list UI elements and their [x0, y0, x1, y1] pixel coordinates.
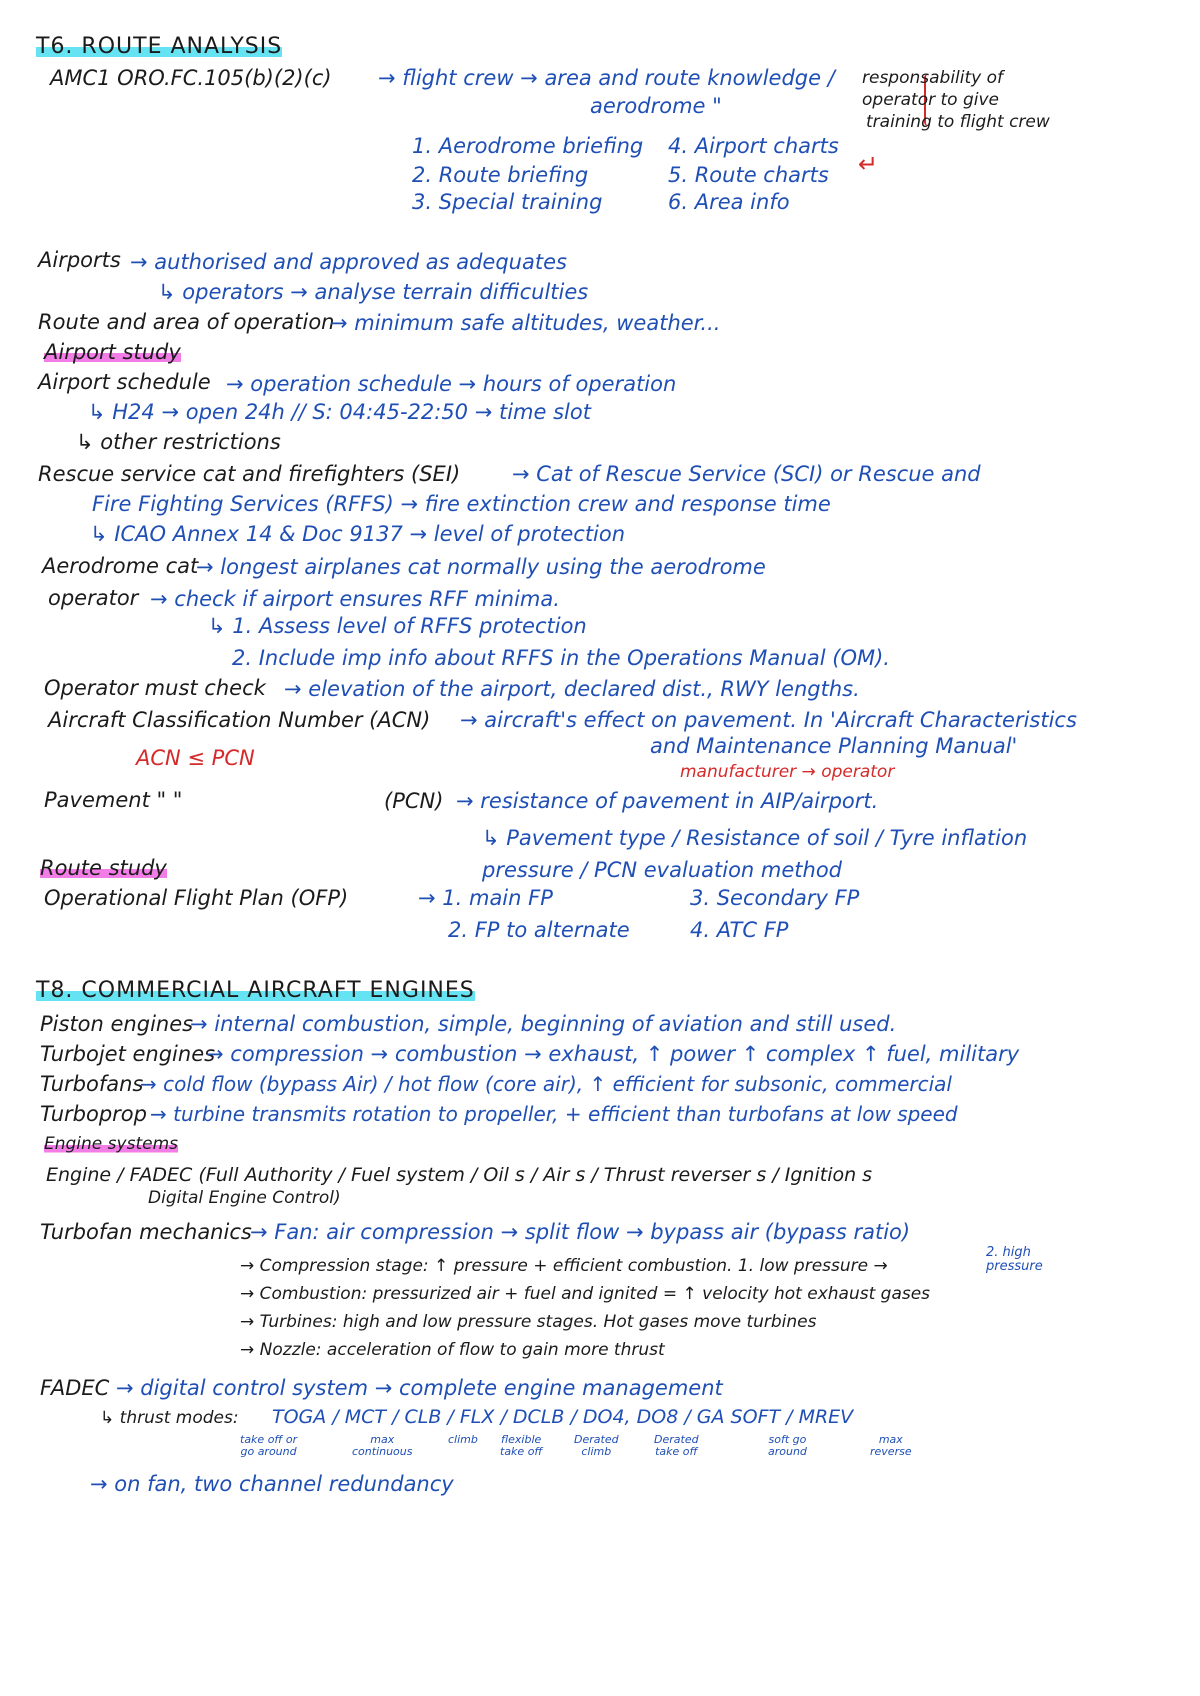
rescue-label: Rescue service cat and firefighters (SEI) [38, 462, 461, 486]
fadec-text: → digital control system → complete engine management [116, 1376, 723, 1400]
airports-text: → authorised and approved as adequates [130, 250, 567, 274]
acn-compare: ACN ≤ PCN [136, 746, 255, 770]
section-title-t8: T8. COMMERCIAL AIRCRAFT ENGINES [36, 978, 475, 1003]
turbofan-label: Turbofans [40, 1072, 144, 1096]
thrust-abbr-toga: take off or go around [240, 1433, 298, 1458]
ofp-item-2: 2. FP to alternate [448, 918, 630, 942]
thrust-abbr-do: Derated take off [654, 1433, 699, 1458]
compression-high-text: 2. high pressure [986, 1245, 1043, 1274]
ofp-item-1: → 1. main FP [418, 886, 553, 910]
amc-item-5: 5. Route charts [668, 163, 829, 187]
responsibility-line-3: training to flight crew [866, 112, 1050, 132]
manufacturer-text: manufacturer → operator [680, 762, 895, 782]
aerodrome-cat-label: Aerodrome cat [42, 554, 199, 578]
pavement-text: → resistance of pavement in AIP/airport. [456, 789, 879, 813]
pavement-types-2: pressure / PCN evaluation method [482, 858, 842, 882]
turbines-text: → Turbines: high and low pressure stages. Hot gases move turbines [240, 1312, 817, 1332]
responsibility-arrow: ↵ [858, 150, 879, 178]
route-study-heading: Route study [40, 856, 167, 880]
responsibility-line-2: operator to give [862, 90, 1000, 110]
include-text: 2. Include imp info about RFFS in the Operations Manual (OM). [232, 646, 890, 670]
turboprop-text: → turbine transmits rotation to propeller, + efficient than turbofans at low speed [150, 1102, 958, 1126]
systems-line: Engine / FADEC (Full Authority / Fuel system / Oil s / Air s / Thrust reverser s / Ignition s [46, 1164, 873, 1186]
thrust-modes-label: ↳ thrust modes: [100, 1408, 239, 1428]
icao-text: ↳ ICAO Annex 14 & Doc 9137 → level of protection [90, 522, 626, 546]
h24-text: ↳ H24 → open 24h // S: 04:45-22:50 → time slot [88, 400, 591, 424]
amc-item-4: 4. Airport charts [668, 134, 839, 158]
airport-schedule-text: → operation schedule → hours of operation [226, 372, 677, 396]
fan-text: → Fan: air compression → split flow → bypass air (bypass ratio) [250, 1220, 911, 1244]
compression-text: → Compression stage: ↑ pressure + efficient combustion. 1. low pressure → [240, 1256, 888, 1276]
pavement-types-1: ↳ Pavement type / Resistance of soil / Tyre inflation [482, 826, 1028, 850]
redundancy-text: → on fan, two channel redundancy [90, 1472, 454, 1496]
airport-study-heading: Airport study [44, 340, 181, 364]
thrust-modes: TOGA / MCT / CLB / FLX / DCLB / DO4, DO8 / GA SOFT / MREV [272, 1406, 854, 1428]
thrust-abbr-mct: max continuous [352, 1433, 413, 1458]
piston-label: Piston engines [40, 1012, 194, 1036]
fadec-label: FADEC [40, 1376, 110, 1400]
thrust-abbr-mrev: max reverse [870, 1433, 912, 1458]
pavement-pcn: (PCN) [384, 789, 444, 813]
amc-item-3: 3. Special training [412, 190, 603, 214]
ofp-label: Operational Flight Plan (OFP) [44, 886, 349, 910]
operators-text: ↳ operators → analyse terrain difficulties [158, 280, 589, 304]
turbofan-mechanics-label: Turbofan mechanics [40, 1220, 252, 1244]
pavement-label: Pavement " " [44, 788, 183, 812]
other-restrictions-text: ↳ other restrictions [76, 430, 281, 454]
combustion-text: → Combustion: pressurized air + fuel and ignited = ↑ velocity hot exhaust gases [240, 1284, 931, 1304]
operator-must-check-label: Operator must check [44, 676, 266, 700]
turboprop-label: Turboprop [40, 1102, 147, 1126]
engine-systems-heading: Engine systems [44, 1134, 178, 1154]
responsibility-line-1: responsability of [862, 68, 1004, 88]
thrust-abbr-ga-soft: soft go around [768, 1433, 807, 1458]
operator-text: → check if airport ensures RFF minima. [150, 587, 560, 611]
amc-reference: AMC1 ORO.FC.105(b)(2)(c) [50, 66, 332, 90]
rescue-text-1: → Cat of Rescue Service (SCI) or Rescue and [512, 462, 981, 486]
rescue-text-2: Fire Fighting Services (RFFS) → fire extinction crew and response time [92, 492, 831, 516]
thrust-abbr-flx: flexible take off [500, 1433, 543, 1458]
turbofan-text: → cold flow (bypass Air) / hot flow (core air), ↑ efficient for subsonic, commercial [140, 1072, 952, 1096]
route-area-label: Route and area of operation [38, 310, 335, 334]
ofp-item-4: 4. ATC FP [690, 918, 789, 942]
airport-schedule-label: Airport schedule [38, 370, 211, 394]
systems-line-2: Digital Engine Control) [148, 1188, 341, 1208]
amc-line-1: → flight crew → area and route knowledge / [378, 66, 835, 90]
assess-text: ↳ 1. Assess level of RFFS protection [208, 614, 587, 638]
section-title-t6: T6. ROUTE ANALYSIS [36, 34, 283, 59]
acn-label: Aircraft Classification Number (ACN) [48, 708, 431, 732]
route-area-text: → minimum safe altitudes, weather... [330, 311, 721, 335]
acn-text-2: and Maintenance Planning Manual' [650, 734, 1018, 758]
piston-text: → internal combustion, simple, beginning of aviation and still used. [190, 1012, 897, 1036]
aerodrome-cat-text: → longest airplanes cat normally using the aerodrome [196, 555, 766, 579]
amc-item-6: 6. Area info [668, 190, 790, 214]
operator-must-check-text: → elevation of the airport, declared dist., RWY lengths. [284, 677, 860, 701]
thrust-abbr-clb: climb [448, 1433, 478, 1446]
amc-item-1: 1. Aerodrome briefing [412, 134, 644, 158]
turbojet-text: → compression → combustion → exhaust, ↑ power ↑ complex ↑ fuel, military [206, 1042, 1020, 1066]
thrust-abbr-dclb: Derated climb [574, 1433, 619, 1458]
amc-line-2: aerodrome " [590, 94, 722, 118]
airports-label: Airports [38, 248, 121, 272]
turbojet-label: Turbojet engines [40, 1042, 216, 1066]
nozzle-text: → Nozzle: acceleration of flow to gain more thrust [240, 1340, 665, 1360]
amc-item-2: 2. Route briefing [412, 163, 589, 187]
ofp-item-3: 3. Secondary FP [690, 886, 860, 910]
operator-label: operator [48, 586, 139, 610]
acn-text-1: → aircraft's effect on pavement. In 'Aircraft Characteristics [460, 708, 1077, 732]
